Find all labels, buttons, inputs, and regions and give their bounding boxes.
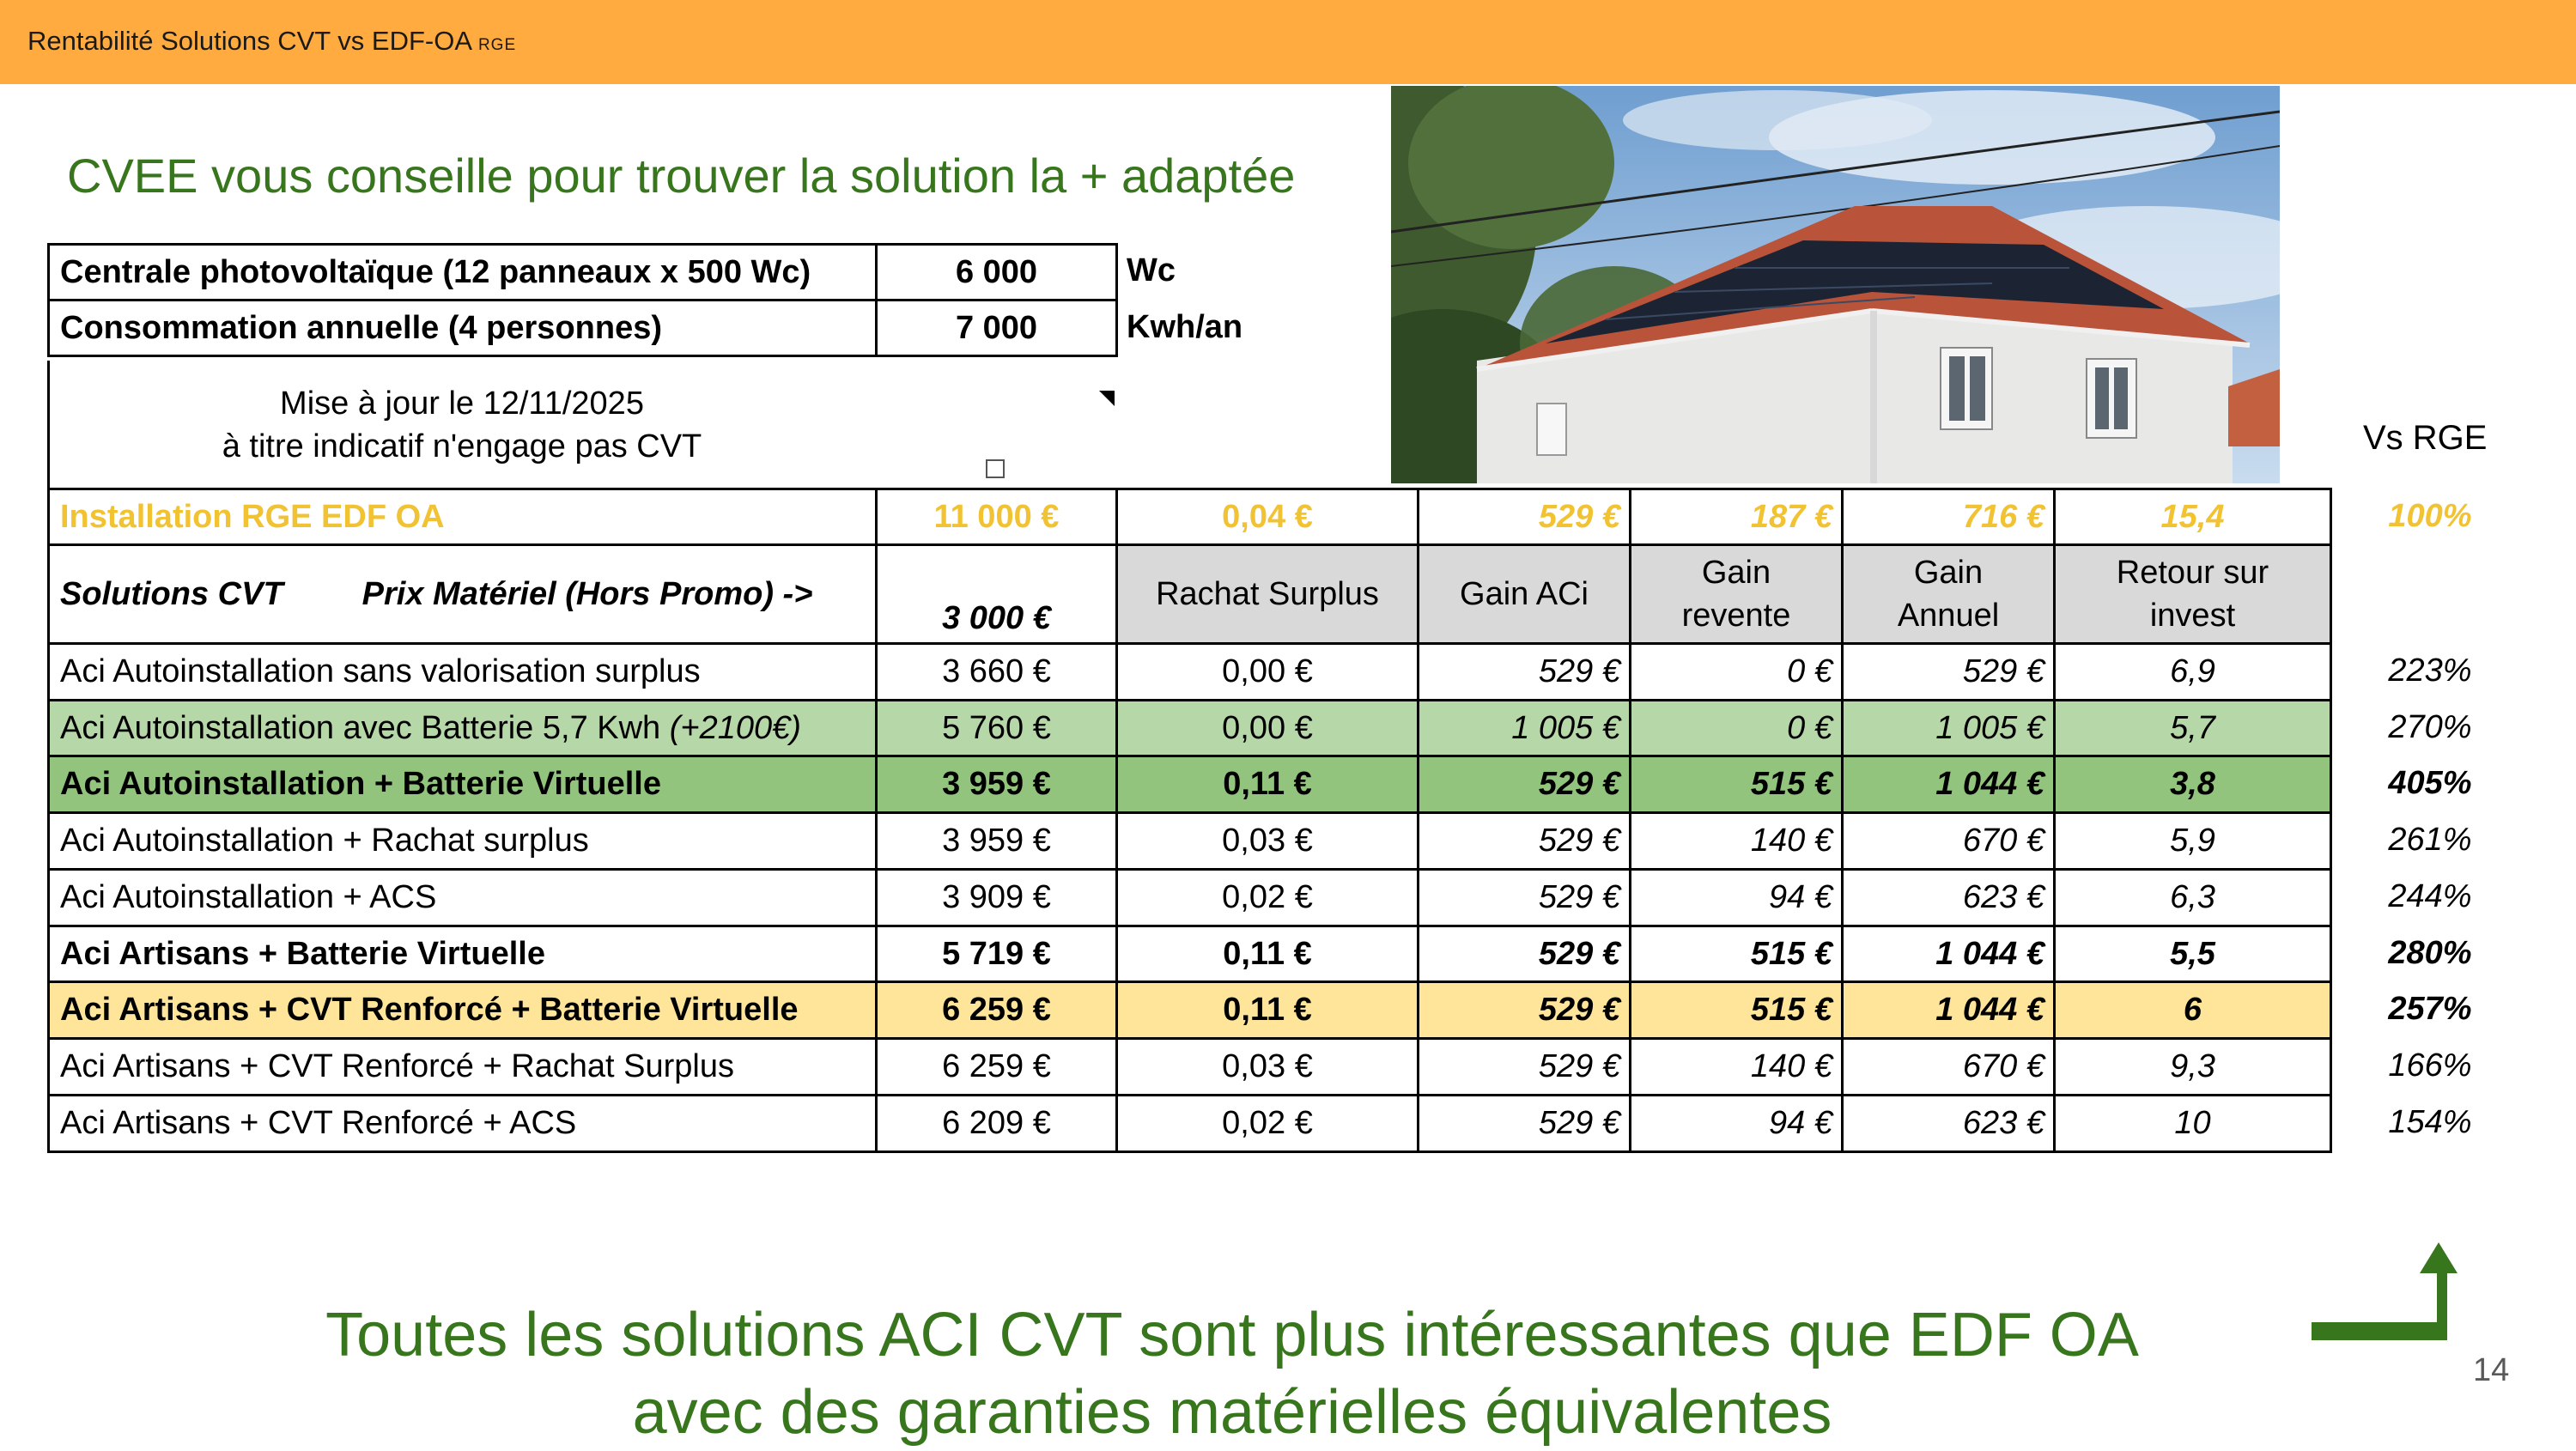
page-number: 14 <box>2473 1352 2510 1388</box>
table-cell-price: 3 959 € <box>875 755 1118 814</box>
table-cell-label <box>47 980 878 1040</box>
header-gain-revente <box>1629 543 1844 645</box>
installation-label: Centrale photovoltaïque (12 panneaux x 500 Wc) <box>47 243 878 301</box>
header-gain-annuel <box>1841 543 2056 645</box>
table-cell-gain-revente: 0 € <box>1629 642 1844 701</box>
table-cell-price: 5 719 € <box>875 925 1118 984</box>
conclusion-line2: avec des garanties matérielles équivalentes <box>632 1378 1832 1447</box>
table-cell-gain-revente: 94 € <box>1629 868 1844 927</box>
installation-unit: Wc <box>1127 252 1176 288</box>
table-cell-gain-revente: 515 € <box>1629 925 1844 984</box>
header-gain-revente-l1: Gain <box>1701 555 1771 591</box>
table-cell-gain-revente: 140 € <box>1629 1037 1844 1096</box>
table-cell-rachat: 0,03 € <box>1115 1037 1419 1096</box>
checkbox[interactable] <box>986 459 1005 478</box>
rge-row-price: 11 000 € <box>875 488 1118 546</box>
table-cell-label <box>47 925 878 984</box>
table-cell-rachat: 0,11 € <box>1115 925 1419 984</box>
table-cell-gain-annuel: 670 € <box>1841 1037 2056 1096</box>
table-cell-price: 3 959 € <box>875 811 1118 871</box>
table-cell-retour: 10 <box>2053 1094 2332 1153</box>
header-prix-materiel: Prix Matériel (Hors Promo) -> <box>361 575 813 612</box>
table-cell-gain-annuel: 670 € <box>1841 811 2056 871</box>
table-cell-gain-annuel: 1 005 € <box>1841 699 2056 758</box>
table-cell-label <box>47 642 878 701</box>
header-retour-l1: Retour sur <box>2116 555 2269 591</box>
table-cell-gain-aci: 1 005 € <box>1417 699 1631 758</box>
table-cell-label <box>47 868 878 927</box>
table-cell-gain-aci: 529 € <box>1417 980 1631 1040</box>
update-disclaimer: à titre indicatif n'engage pas CVT <box>222 428 702 464</box>
header-gain-annuel-l1: Gain <box>1913 555 1984 591</box>
header-gain-aci: Gain ACi <box>1417 543 1631 645</box>
consumption-label: Consommation annuelle (4 personnes) <box>47 299 878 357</box>
table-cell-gain-annuel: 623 € <box>1841 1094 2056 1153</box>
consumption-value: 7 000 <box>875 299 1118 357</box>
table-cell-gain-annuel: 1 044 € <box>1841 925 2056 984</box>
table-cell-retour: 5,7 <box>2053 699 2332 758</box>
table-cell-gain-revente: 515 € <box>1629 755 1844 814</box>
rge-row-gain-revente: 187 € <box>1629 488 1844 546</box>
table-cell-rachat: 0,03 € <box>1115 811 1419 871</box>
table-cell-price: 3 909 € <box>875 868 1118 927</box>
row-label: Aci Autoinstallation avec Batterie 5,7 Kwh <box>60 710 670 746</box>
row-label: Aci Artisans + Batterie Virtuelle <box>60 936 545 972</box>
table-cell-gain-aci: 529 € <box>1417 1037 1631 1096</box>
table-cell-retour: 6,3 <box>2053 868 2332 927</box>
table-cell-gain-aci: 529 € <box>1417 868 1631 927</box>
row-label: Aci Autoinstallation + Batterie Virtuelle <box>60 766 661 802</box>
header-prix-value: 3 000 € <box>875 543 1118 645</box>
header-gain-annuel-l2: Annuel <box>1897 598 2000 634</box>
table-cell-label <box>47 699 878 758</box>
row-label: Aci Autoinstallation + ACS <box>60 879 437 915</box>
header-solutions: Solutions CVT <box>60 575 283 612</box>
table-cell-gain-aci: 529 € <box>1417 925 1631 984</box>
table-cell-rachat: 0,11 € <box>1115 755 1419 814</box>
table-cell-rachat: 0,02 € <box>1115 1094 1419 1153</box>
conclusion <box>249 1296 2215 1451</box>
table-cell-retour: 5,5 <box>2053 925 2332 984</box>
table-cell-gain-revente: 0 € <box>1629 699 1844 758</box>
table-cell-label <box>47 811 878 871</box>
table-cell-vs-rge: 270% <box>2388 709 2472 745</box>
rge-row-label: Installation RGE EDF OA <box>47 488 878 546</box>
header-gain-revente-l2: revente <box>1681 598 1791 634</box>
table-cell-retour: 6 <box>2053 980 2332 1040</box>
slide-title-text: Rentabilité Solutions CVT vs EDF-OA <box>27 26 471 56</box>
table-cell-price: 5 760 € <box>875 699 1118 758</box>
header-solutions-cell <box>47 543 878 645</box>
table-cell-vs-rge: 261% <box>2388 822 2472 858</box>
table-cell-price: 3 660 € <box>875 642 1118 701</box>
table-cell-gain-annuel: 623 € <box>1841 868 2056 927</box>
update-date: Mise à jour le 12/11/2025 <box>280 386 644 422</box>
rge-row-gain-annuel: 716 € <box>1841 488 2056 546</box>
table-cell-retour: 3,8 <box>2053 755 2332 814</box>
table-cell-gain-aci: 529 € <box>1417 642 1631 701</box>
update-note <box>50 361 874 489</box>
table-cell-rachat: 0,00 € <box>1115 642 1419 701</box>
vs-rge-label: Vs RGE <box>2363 419 2488 457</box>
table-cell-vs-rge: 257% <box>2388 991 2472 1027</box>
row-label-suffix: (+2100€) <box>669 710 801 746</box>
house-solar-photo <box>1391 86 2280 483</box>
row-label: Aci Artisans + CVT Renforcé + ACS <box>60 1105 577 1141</box>
rge-row-retour: 15,4 <box>2053 488 2332 546</box>
table-cell-price: 6 259 € <box>875 980 1118 1040</box>
table-cell-rachat: 0,11 € <box>1115 980 1419 1040</box>
conclusion-line1: Toutes les solutions ACI CVT sont plus intéressantes que EDF OA <box>325 1301 2139 1369</box>
table-cell-vs-rge: 223% <box>2388 653 2472 689</box>
table-cell-gain-aci: 529 € <box>1417 811 1631 871</box>
table-cell-rachat: 0,00 € <box>1115 699 1419 758</box>
rge-row-gain-aci: 529 € <box>1417 488 1631 546</box>
table-cell-vs-rge: 244% <box>2388 878 2472 914</box>
table-cell-gain-revente: 515 € <box>1629 980 1844 1040</box>
table-cell-vs-rge: 154% <box>2388 1104 2472 1140</box>
table-cell-retour: 9,3 <box>2053 1037 2332 1096</box>
table-cell-price: 6 259 € <box>875 1037 1118 1096</box>
row-label: Aci Artisans + CVT Renforcé + Rachat Surplus <box>60 1048 734 1084</box>
table-cell-vs-rge: 166% <box>2388 1047 2472 1084</box>
table-cell-vs-rge: 405% <box>2388 765 2472 801</box>
subtitle: CVEE vous conseille pour trouver la solution la + adaptée <box>67 149 1296 203</box>
table-cell-gain-annuel: 1 044 € <box>1841 755 2056 814</box>
row-label: Aci Autoinstallation + Rachat surplus <box>60 823 589 859</box>
table-cell-retour: 6,9 <box>2053 642 2332 701</box>
header-retour-l2: invest <box>2149 598 2236 634</box>
consumption-unit: Kwh/an <box>1127 309 1243 345</box>
rge-row-vs-rge: 100% <box>2388 498 2472 534</box>
cell-comment-marker <box>1099 391 1115 406</box>
installation-value: 6 000 <box>875 243 1118 301</box>
table-cell-gain-annuel: 1 044 € <box>1841 980 2056 1040</box>
header-rachat: Rachat Surplus <box>1115 543 1419 645</box>
table-cell-vs-rge: 280% <box>2388 935 2472 971</box>
rge-row-rachat: 0,04 € <box>1115 488 1419 546</box>
row-label: Aci Artisans + CVT Renforcé + Batterie Virtuelle <box>60 992 799 1028</box>
header-retour <box>2053 543 2332 645</box>
table-cell-gain-aci: 529 € <box>1417 755 1631 814</box>
table-cell-gain-revente: 140 € <box>1629 811 1844 871</box>
table-cell-label <box>47 755 878 814</box>
table-cell-gain-aci: 529 € <box>1417 1094 1631 1153</box>
table-cell-gain-revente: 94 € <box>1629 1094 1844 1153</box>
table-cell-label <box>47 1094 878 1153</box>
table-cell-rachat: 0,02 € <box>1115 868 1419 927</box>
table-cell-gain-annuel: 529 € <box>1841 642 2056 701</box>
slide-title-small: RGE <box>477 36 517 54</box>
slide-title <box>27 26 516 57</box>
table-cell-retour: 5,9 <box>2053 811 2332 871</box>
table-cell-price: 6 209 € <box>875 1094 1118 1153</box>
table-cell-label <box>47 1037 878 1096</box>
row-label: Aci Autoinstallation sans valorisation surplus <box>60 653 701 689</box>
turn-up-arrow-icon[interactable] <box>2310 1241 2464 1348</box>
